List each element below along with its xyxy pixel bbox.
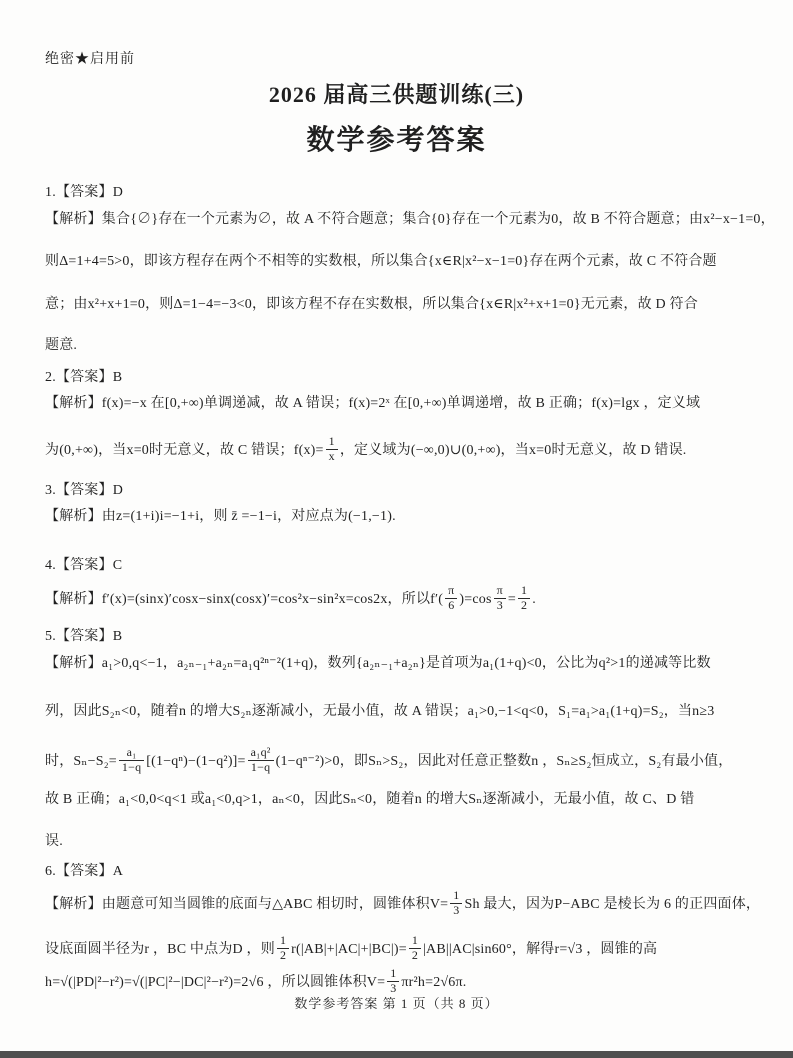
exam-title: 2026 届高三供题训练(三) — [268, 82, 525, 107]
q2-answer-line: 2.【答案】B — [45, 370, 123, 385]
fraction: $\frac{\pi}{3}$ — [494, 584, 506, 613]
q1-solution-line-4: 题意. — [45, 338, 78, 353]
q4-answer-line: 4.【答案】C — [45, 558, 123, 573]
q3-solution-line: 【解析】由z=(1+i)i=−1+i，则 z̄ =−1−i，对应点为(−1,−1). — [45, 509, 396, 524]
q2-solution-line-1: 【解析】f(x)=−x 在[0,+∞)单调递减，故 A 错误；f(x)=2ˣ 在[0,+∞)单调递增，故 B 正确；f(x)=lgx ，定义域 — [45, 396, 701, 411]
q5-answer-line: 5.【答案】B — [45, 629, 123, 644]
fraction: $\frac{\text{a₁q²}}{1-q}$ — [248, 746, 274, 775]
q1-solution-line-3: 意；由x²+x+1=0，则Δ=1−4=−3<0，即该方程不存在实数根，所以集合{x∈R|x²+x+1=0}无元素，故 D 符合 — [45, 297, 698, 312]
q6-solution-line-3: h=√(|PD|²−r²)=√(|PC|²−|DC|²−r²)=2√6 ，所以圆锥体积V= $\frac{1}{3}$ πr²h=2√6π. — [45, 966, 467, 996]
fraction: $\frac{1}{2}$ — [277, 934, 289, 963]
fraction: $\frac{1}{x}$ — [326, 435, 338, 464]
q5-solution-line-3: 时，Sₙ−S₂= $\frac{\text{a₁}}{1-q}$ [(1−qⁿ)−(1−q²)]= $\frac{\text{a₁q²}}{1-q}$ (1−qⁿ⁻²)>0，即Sₙ>S₂，因此对任意正整数n ，Sₙ≥S₂恒成立，S₂有最小值， — [45, 745, 733, 775]
q5-solution-line-4: 故 B 正确；a₁<0,0<q<1 或a₁<0,q>1，aₙ<0，因此Sₙ<0，随着n 的增大Sₙ逐渐减小，无最小值，故 C、D 错 — [45, 792, 695, 807]
fraction: $\frac{1}{2}$ — [409, 934, 421, 963]
q1-solution-line-1: 【解析】集合{∅}存在一个元素为∅，故 A 不符合题意；集合{0}存在一个元素为0，故 B 不符合题意；由x²−x−1=0， — [45, 212, 775, 227]
q6-solution-line-1: 【解析】由题意可知当圆锥的底面与△ABC 相切时，圆锥体积V= $\frac{1}{3}$ Sh 最大，因为P−ABC 是棱长为 6 的正四面体， — [45, 888, 761, 918]
q3-answer-line: 3.【答案】D — [45, 483, 124, 498]
q2-solution-line-2: 为(0,+∞)，当x=0时无意义，故 C 错误；f(x)= $\frac{1}{x}$ ，定义域为(−∞,0)∪(0,+∞)，当x=0时无意义，故 D 错误. — [45, 434, 687, 464]
fraction: $\frac{\pi}{6}$ — [445, 584, 457, 613]
q4-solution-line: 【解析】f′(x)=(sinx)′cosx−sinx(cosx)′=cos²x−sin²x=cos2x，所以f′( $\frac{\pi}{6}$ )=cos $\frac{\pi}{3}$ = $\frac{1}{2}$ . — [45, 583, 536, 613]
q1-answer-line: 1.【答案】D — [45, 185, 124, 200]
fraction: $\frac{1}{3}$ — [387, 967, 399, 996]
q1-solution-line-2: 则Δ=1+4=5>0，即该方程存在两个不相等的实数根，所以集合{x∈R|x²−x−1=0}存在两个元素，故 C 不符合题 — [45, 254, 717, 269]
fraction: $\frac{1}{3}$ — [450, 889, 462, 918]
q5-solution-line-1: 【解析】a₁>0,q<−1，a₂ₙ₋₁+a₂ₙ=a₁q²ⁿ⁻²(1+q)，数列{a₂ₙ₋₁+a₂ₙ}是首项为a₁(1+q)<0，公比为q²>1的递减等比数 — [45, 656, 711, 671]
q5-solution-line-5: 误. — [45, 834, 63, 849]
page-title: 数学参考答案 — [306, 125, 487, 156]
scan-edge-bar — [0, 1051, 793, 1058]
fraction: $\frac{1}{2}$ — [518, 584, 530, 613]
q6-solution-line-2: 设底面圆半径为r ，BC 中点为D ，则 $\frac{1}{2}$ r(|AB|+|AC|+|BC|)= $\frac{1}{2}$ |AB||AC|sin60°，解得r=√3 ，圆锥的高 — [45, 933, 658, 963]
fraction: $\frac{\text{a₁}}{1-q}$ — [119, 746, 144, 775]
q5-solution-line-2: 列，因此S₂ₙ<0，随着n 的增大S₂ₙ逐渐减小，无最小值，故 A 错误；a₁>0,−1<q<0，S₁=a₁>a₁(1+q)=S₂，当n≥3 — [45, 704, 715, 719]
q6-answer-line: 6.【答案】A — [45, 864, 124, 879]
security-classification-label: 绝密★启用前 — [45, 52, 135, 67]
page-footer: 数学参考答案 第 1 页（共 8 页） — [294, 996, 499, 1011]
